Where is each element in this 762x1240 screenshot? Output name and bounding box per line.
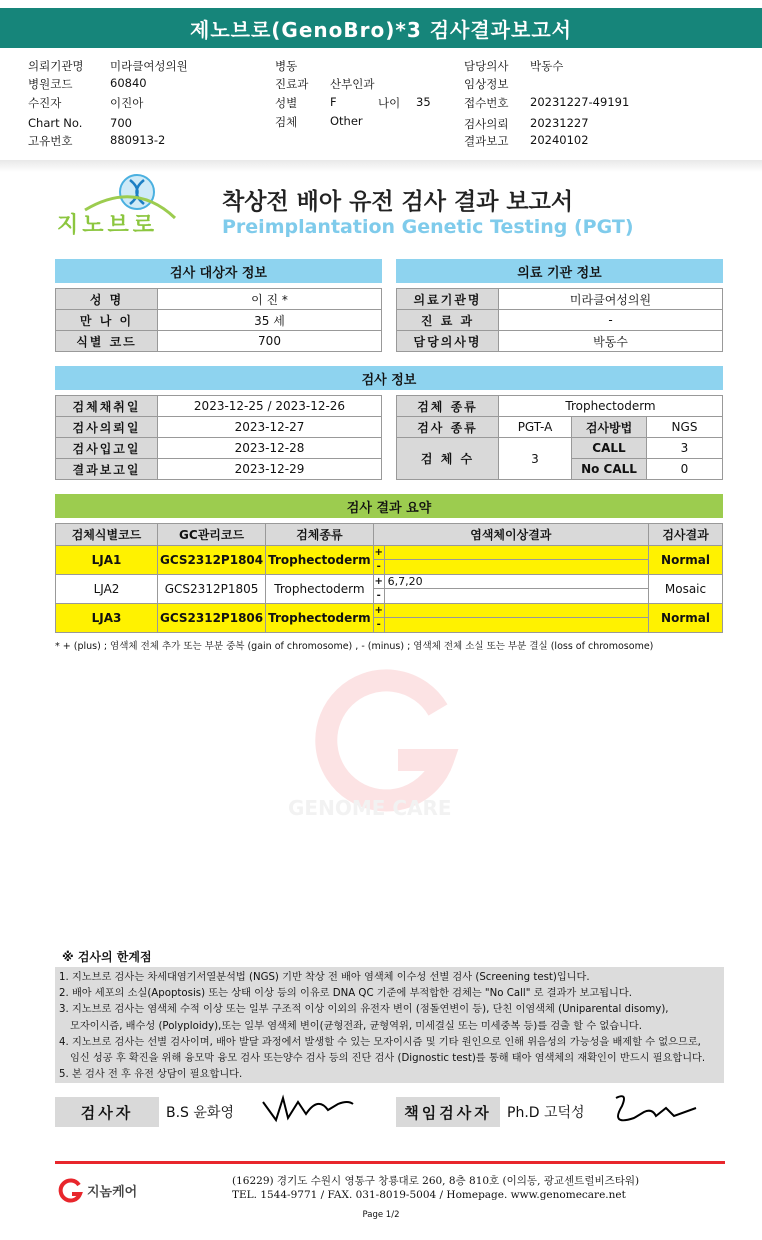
meta-value: 박동수 — [530, 59, 564, 73]
gc-code: GCS2312P1804 — [158, 546, 266, 575]
nocall-value: 0 — [647, 459, 723, 480]
request-date-value: 2023-12-27 — [158, 417, 382, 438]
meta-value: 산부인과 — [330, 77, 375, 91]
specimen-type: Trophectoderm — [266, 604, 374, 633]
meta-label: 검체 — [275, 115, 298, 129]
limitation-line: 모자이시즘, 배수성 (Polyploidy),또는 일부 염색체 변이(균형전좌, 균형역위, 미세결실 또는 미세중복 등)를 검출 할 수 없습니다. — [70, 1020, 642, 1032]
nocall-label: No CALL — [572, 459, 647, 480]
footer-address — [232, 1174, 639, 1202]
request-date-label: 검사의뢰일 — [56, 417, 158, 438]
specimen-type: Trophectoderm — [266, 575, 374, 604]
meta-label: 검사의뢰 — [464, 117, 509, 131]
specimen-table — [396, 395, 723, 480]
minus-sign: - — [374, 589, 385, 603]
meta-value: 700 — [110, 116, 132, 130]
report-title: 착상전 배아 유전 검사 결과 보고서 — [222, 189, 574, 215]
subject-info-header: 검사 대상자 정보 — [55, 259, 382, 283]
report-date-value: 2023-12-29 — [158, 459, 382, 480]
doctor-label: 담당의사명 — [397, 331, 499, 352]
test-dates-table — [55, 395, 382, 480]
meta-label: Chart No. — [28, 116, 83, 130]
test-type-label: 검사 종류 — [397, 417, 499, 438]
institution-value: 미라클여성의원 — [499, 289, 723, 310]
contact-line: TEL. 1544-9771 / FAX. 031-8019-5004 / Homepage. www.genomecare.net — [232, 1189, 626, 1201]
meta-value: 이진아 — [110, 96, 144, 110]
subject-table — [55, 288, 382, 352]
chromosome-result — [373, 546, 648, 575]
meta-label: 의뢰기관명 — [28, 59, 84, 73]
plus-sign: + — [374, 605, 383, 616]
table-row — [56, 546, 723, 575]
summary-table — [55, 523, 723, 633]
department-value: - — [499, 310, 723, 331]
meta-label: 임상정보 — [464, 77, 509, 91]
chief-signature — [604, 1090, 704, 1130]
limitation-line: 5. 본 검사 전 후 유전 상담이 필요합니다. — [59, 1069, 243, 1081]
institution-label: 의료기관명 — [397, 289, 499, 310]
receipt-date-label: 검사입고일 — [56, 438, 158, 459]
genobro-logo — [55, 170, 185, 242]
id-code-value: 700 — [158, 331, 382, 352]
minus-sign: - — [374, 560, 385, 574]
col-specimen-type: 검체종류 — [266, 524, 374, 546]
footer-logo — [58, 1177, 137, 1203]
name-label: 성 명 — [56, 289, 158, 310]
table-row — [56, 604, 723, 633]
limitation-line: 임신 성공 후 확진을 위해 융모막 융모 검사 또는양수 검사 등의 진단 검사 (Dignostic test)를 통해 태아 염색체의 재확인이 반드시 필요합니다. — [70, 1053, 706, 1065]
meta-label: 접수번호 — [464, 96, 509, 110]
address-line: (16229) 경기도 수원시 영통구 창룡대로 260, 8층 810호 (이의동, 광교센트럴비즈타워) — [232, 1175, 640, 1187]
gain-value: 6,7,20 — [387, 575, 423, 588]
call-label: CALL — [572, 438, 647, 459]
specimen-count-value: 3 — [499, 438, 572, 480]
specimen-type: Trophectoderm — [266, 546, 374, 575]
genomecare-watermark — [288, 650, 488, 830]
meta-value: 20231227 — [530, 116, 589, 130]
method-value: NGS — [647, 417, 723, 438]
collection-date-value: 2023-12-25 / 2023-12-26 — [158, 396, 382, 417]
col-specimen-id: 검체식별코드 — [56, 524, 158, 546]
col-chromosome-result: 염색체이상결과 — [373, 524, 648, 546]
meta-value: 20231227-49191 — [530, 95, 630, 109]
plus-sign: + — [374, 576, 383, 587]
meta-label: 결과보고 — [464, 134, 509, 148]
specimen-count-label: 검 체 수 — [397, 438, 499, 480]
department-label: 진 료 과 — [397, 310, 499, 331]
col-gc-code: GC관리코드 — [158, 524, 266, 546]
meta-value: 60840 — [110, 76, 147, 90]
plus-sign: + — [374, 547, 383, 558]
meta-label: 담당의사 — [464, 59, 509, 73]
limitation-line: 4. 지노브로 검사는 선별 검사이며, 배아 발달 과정에서 발생할 수 있는 모자이시즘 및 기타 원인으로 인해 위음성의 가능성을 배제할 수 없으므로, — [59, 1036, 701, 1048]
report-subtitle: Preimplantation Genetic Testing (PGT) — [222, 216, 634, 238]
tester-label: 검사자 — [55, 1097, 159, 1127]
meta-label: 성별 — [275, 96, 298, 110]
meta-label: 병원코드 — [28, 77, 73, 91]
loss-value — [385, 589, 388, 603]
report-header: 제노브로(GenoBro)*3 검사결과보고서 — [0, 8, 762, 48]
tester-name: B.S 윤화영 — [166, 1105, 234, 1121]
meta-value: F — [330, 95, 337, 109]
col-test-result: 검사결과 — [649, 524, 723, 546]
company-name: 지놈케어 — [87, 1184, 138, 1200]
footer-divider — [55, 1161, 725, 1164]
meta-label: 병동 — [275, 59, 298, 73]
institution-table — [396, 288, 723, 352]
meta-value: 20240102 — [530, 133, 589, 147]
receipt-date-value: 2023-12-28 — [158, 438, 382, 459]
gain-value — [385, 546, 388, 559]
age-value: 35 — [416, 95, 431, 109]
age-label: 만 나 이 — [56, 310, 158, 331]
loss-value — [385, 618, 388, 632]
limitation-line: 2. 배아 세포의 소실(Apoptosis) 또는 상태 이상 등의 이유로 DNA QC 기준에 부적합한 검체는 "No Call" 로 결과가 보고됩니다. — [59, 988, 632, 1000]
tester-signature — [258, 1090, 358, 1130]
limitations-box — [55, 967, 724, 1083]
doctor-value: 박동수 — [499, 331, 723, 352]
summary-header: 검사 결과 요약 — [55, 494, 723, 518]
minus-sign: - — [374, 618, 385, 632]
meta-label: 진료과 — [275, 77, 309, 91]
loss-value — [385, 560, 388, 574]
institution-info-header: 의료 기관 정보 — [396, 259, 723, 283]
gc-code: GCS2312P1806 — [158, 604, 266, 633]
meta-value: 880913-2 — [110, 133, 166, 147]
limitation-line: 3. 지노브로 검사는 염색체 수적 이상 또는 일부 구조적 이상 이외의 유전자 변이 (점돌연변이 등), 단친 이염색체 (Uniparental disomy), — [59, 1004, 669, 1016]
age-label: 나이 — [378, 96, 401, 110]
method-label: 검사방법 — [572, 417, 647, 438]
chromosome-result — [373, 604, 648, 633]
specimen-id: LJA3 — [56, 604, 158, 633]
specimen-id: LJA2 — [56, 575, 158, 604]
report-date-label: 결과보고일 — [56, 459, 158, 480]
test-info-header: 검사 정보 — [55, 366, 723, 390]
collection-date-label: 검체채취일 — [56, 396, 158, 417]
chief-label: 책임검사자 — [396, 1097, 500, 1127]
id-code-label: 식별 코드 — [56, 331, 158, 352]
limitations-header: ※ 검사의 한계점 — [62, 950, 152, 964]
chromosome-result — [373, 575, 648, 604]
meta-label: 고유번호 — [28, 134, 73, 148]
specimen-type-value: Trophectoderm — [499, 396, 723, 417]
chief-name: Ph.D 고덕성 — [507, 1105, 585, 1121]
footnote: * + (plus) ; 염색체 전체 추가 또는 부분 중복 (gain of chromosome) , - (minus) ; 염색체 전체 소실 또는 부분 결실 (loss of chromosome) — [55, 641, 654, 652]
test-type-value: PGT-A — [499, 417, 572, 438]
meta-label: 수진자 — [28, 96, 62, 110]
specimen-type-label: 검체 종류 — [397, 396, 499, 417]
meta-value: Other — [330, 114, 363, 128]
gc-code: GCS2312P1805 — [158, 575, 266, 604]
test-result: Normal — [649, 546, 723, 575]
meta-value: 미라클여성의원 — [110, 59, 188, 73]
call-value: 3 — [647, 438, 723, 459]
table-row — [56, 575, 723, 604]
test-result: Mosaic — [649, 575, 723, 604]
limitation-line: 1. 지노브로 검사는 차세대염기서열분석법 (NGS) 기반 착상 전 배아 염색체 이수성 선별 검사 (Screening test)입니다. — [59, 972, 590, 983]
specimen-id: LJA1 — [56, 546, 158, 575]
page-number: Page 1/2 — [362, 1210, 400, 1220]
genobro-logo-text: 지노브로 — [57, 213, 159, 238]
test-result: Normal — [649, 604, 723, 633]
genomecare-icon — [58, 1177, 84, 1203]
name-value: 이 진 * — [158, 289, 382, 310]
gain-value — [385, 604, 388, 617]
age-value: 35 세 — [158, 310, 382, 331]
watermark-text: GENOME CARE — [288, 796, 452, 820]
